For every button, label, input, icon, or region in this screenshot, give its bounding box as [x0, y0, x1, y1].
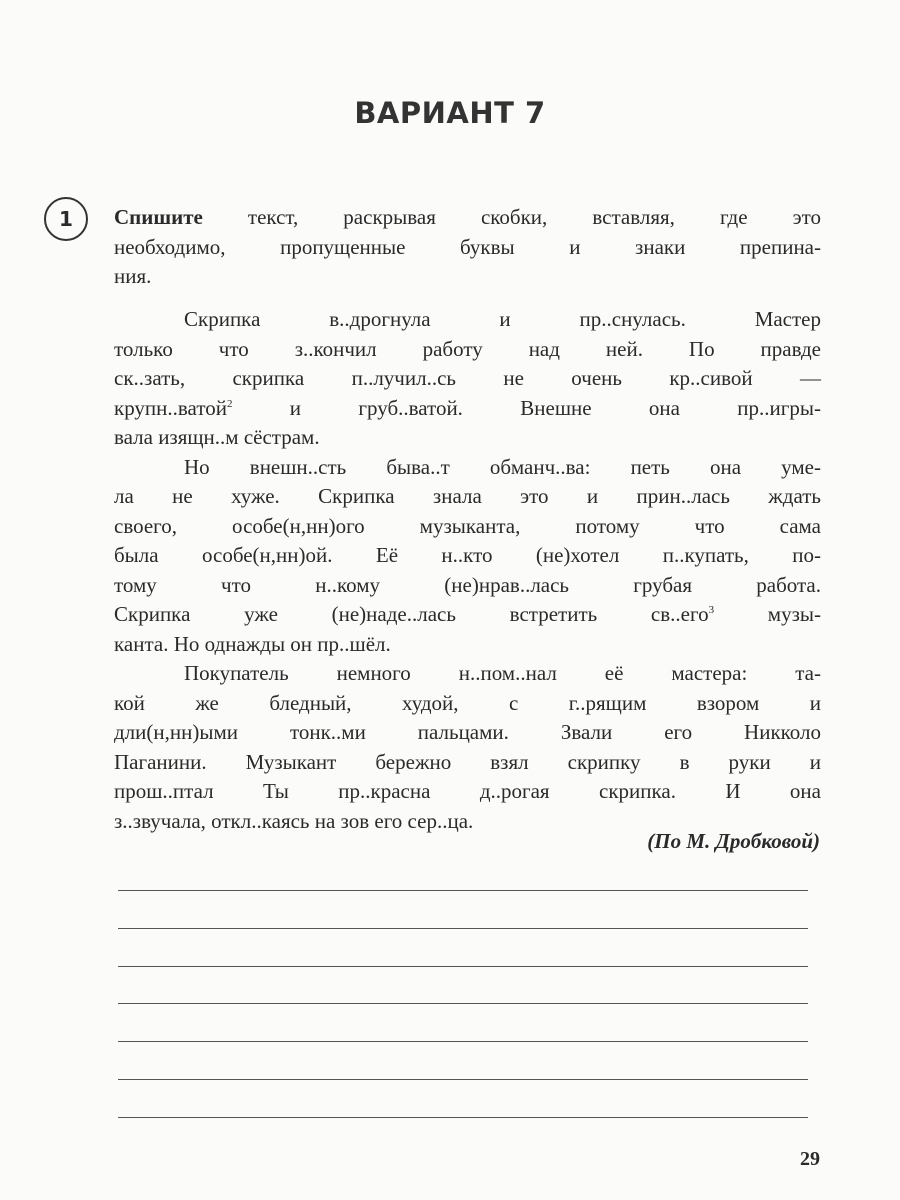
text-line	[114, 748, 821, 778]
text-line	[114, 364, 821, 394]
attribution: (По М. Дробковой)	[647, 829, 820, 853]
instruction-line: необходимо, пропущенные буквы и знаки препина-	[114, 234, 821, 259]
answer-line	[118, 890, 808, 891]
text-segment: Но внешн..сть быва..т обманч..ва: петь она уме-	[184, 454, 821, 479]
text-line	[114, 305, 821, 335]
answer-line	[118, 928, 808, 929]
text-segment: Паганини. Музыкант бережно взял скрипку в руки и	[114, 749, 821, 774]
text-segment: кой же бледный, худой, с г..рящим взором и	[114, 690, 821, 715]
text-segment: Скрипка в..дрогнула и пр..снулась. Мастер	[184, 307, 821, 331]
text-line	[114, 541, 821, 571]
variant-title: ВАРИАНТ 7	[354, 96, 546, 130]
text-line	[114, 335, 821, 365]
text-segment: музы-	[714, 602, 821, 626]
answer-line	[118, 966, 808, 967]
text-segment: и груб..ватой. Внешне она пр..игры-	[232, 395, 821, 420]
text-line	[114, 777, 821, 807]
text-segment: з..звучала, откл..каясь на зов его сер..ца.	[114, 808, 474, 833]
answer-line	[118, 1041, 808, 1042]
text-line	[114, 718, 821, 748]
text-segment: только что з..кончил работу над ней. По правде	[114, 336, 821, 361]
text-line	[114, 689, 821, 719]
text-segment: Покупатель немного н..пом..нал её мастера: та-	[184, 661, 821, 685]
text-segment: ла не хуже. Скрипка знала это и прин..лась ждать	[114, 484, 821, 508]
instruction-verb: Спишите	[114, 205, 203, 229]
text-segment: Скрипка уже (не)наде..лась встретить св..его	[114, 602, 709, 626]
page-number: 29	[800, 1148, 820, 1170]
text-line	[114, 423, 821, 453]
answer-line	[118, 1079, 808, 1080]
text-line	[114, 659, 821, 689]
text-line	[114, 630, 821, 660]
text-line	[114, 512, 821, 542]
text-segment: тому что н..кому (не)нрав..лась грубая работа.	[114, 572, 821, 597]
instruction-line	[114, 203, 821, 233]
text-line	[114, 571, 821, 601]
answer-line	[118, 1117, 808, 1118]
text-segment: ск..зать, скрипка п..лучил..сь не очень кр..сивой —	[114, 366, 821, 390]
text-segment: была особе(н,нн)ой. Её н..кто (не)хотел п..купать, по-	[114, 543, 821, 567]
text-line	[114, 600, 821, 630]
instruction-text: текст, раскрывая скобки, вставляя, где это	[202, 205, 821, 229]
exercise-text	[114, 305, 821, 836]
instruction-line: ния.	[114, 264, 152, 288]
text-line	[114, 482, 821, 512]
text-line	[114, 453, 821, 483]
answer-line	[118, 1003, 808, 1004]
text-segment: своего, особе(н,нн)ого музыканта, потому что сама	[114, 513, 821, 538]
text-segment: канта. Но однажды он пр..шёл.	[114, 631, 391, 656]
text-line	[114, 394, 821, 424]
footnote-marker: 2	[226, 397, 233, 410]
text-segment: дли(н,нн)ыми тонк..ми пальцами. Звали его Никколо	[114, 720, 821, 744]
task-number-badge: 1	[44, 197, 88, 241]
text-segment: вала изящн..м сёстрам.	[114, 425, 320, 449]
footnote-marker: 3	[708, 604, 715, 616]
text-segment: прош..птал Ты пр..красна д..рогая скрипка. И она	[114, 779, 821, 803]
text-segment: крупн..ватой	[114, 395, 227, 420]
task-instruction	[114, 203, 821, 292]
